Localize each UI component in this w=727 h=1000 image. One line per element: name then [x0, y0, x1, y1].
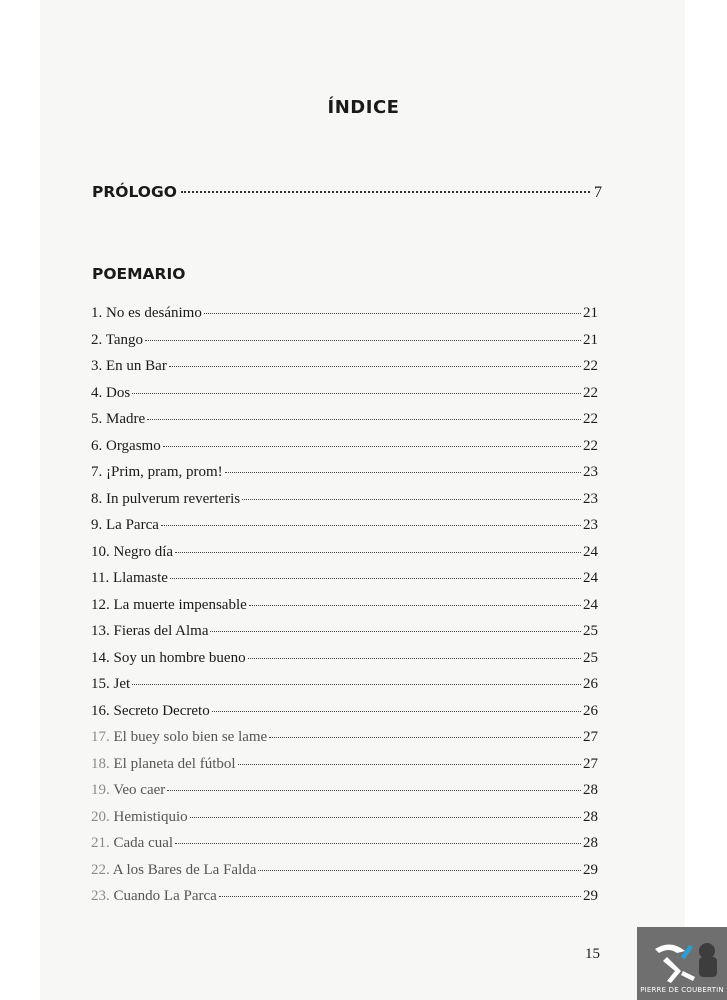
- toc-entry-number: 13.: [91, 623, 110, 639]
- toc-entry-label: [91, 544, 173, 561]
- toc-entry-number: 7.: [91, 464, 103, 480]
- dot-leader: [269, 737, 581, 738]
- toc-entry-page: 21: [583, 331, 598, 348]
- toc-entry-label: [91, 782, 165, 799]
- toc-entry-page: 28: [583, 808, 598, 825]
- toc-entry-title: Soy un hombre bueno: [113, 649, 246, 666]
- toc-entry[interactable]: [91, 809, 598, 836]
- toc-entry[interactable]: [91, 385, 598, 412]
- toc-entry-title: Hemistiquio: [113, 808, 188, 825]
- toc-entry-title: El buey solo bien se lame: [113, 729, 268, 745]
- toc-entry-label: [91, 491, 240, 508]
- logo-badge: [637, 927, 727, 1000]
- index-title: ÍNDICE: [327, 97, 400, 118]
- toc-entry-page: 23: [583, 464, 598, 480]
- toc-entry-page: 29: [583, 888, 598, 904]
- dot-leader: [242, 499, 581, 500]
- toc-entry-number: 6.: [91, 437, 103, 454]
- dot-leader: [167, 790, 581, 791]
- toc-entry-label: [91, 597, 247, 614]
- dot-leader: [132, 393, 581, 394]
- dot-leader: [163, 446, 581, 447]
- toc-entry-title: Madre: [106, 411, 146, 427]
- toc-entry[interactable]: [91, 835, 598, 862]
- toc-entry-label: [91, 464, 223, 481]
- toc-entry-title: No es desánimo: [106, 305, 202, 321]
- dot-leader: [258, 870, 581, 871]
- toc-entry[interactable]: [91, 756, 598, 783]
- toc-entry[interactable]: [91, 570, 598, 597]
- toc-entry[interactable]: [91, 464, 598, 491]
- toc-entry-number: 19.: [91, 782, 110, 798]
- toc-entry-title: In pulverum reverteris: [106, 490, 241, 507]
- toc-entry-title: Cuando La Parca: [113, 888, 217, 904]
- toc-entry-page: 26: [583, 676, 598, 692]
- toc-entry-page: 24: [583, 596, 598, 613]
- toc-entry[interactable]: [91, 438, 598, 465]
- toc-entry-title: Veo caer: [113, 782, 166, 798]
- toc-entry-number: 4.: [91, 384, 103, 401]
- toc-entry-number: 8.: [91, 490, 103, 507]
- toc-entry-number: 23.: [91, 888, 110, 904]
- toc-entry[interactable]: [91, 782, 598, 809]
- toc-entry-label: [91, 809, 188, 826]
- toc-entry-title: Llamaste: [112, 570, 168, 586]
- dot-leader: [249, 605, 581, 606]
- toc-entry-number: 5.: [91, 411, 103, 427]
- dot-leader: [175, 552, 581, 553]
- dot-leader: [210, 631, 581, 632]
- toc-entry[interactable]: [91, 676, 598, 703]
- toc-entry-label: [91, 623, 208, 640]
- toc-entry[interactable]: [91, 729, 598, 756]
- toc-entry[interactable]: [91, 862, 598, 889]
- toc-entry[interactable]: [91, 358, 598, 385]
- toc-entry-label: [91, 358, 167, 375]
- logo-text: PIERRE DE COUBERTIN: [640, 986, 724, 994]
- toc-entry-label: [91, 650, 246, 667]
- dot-leader: [225, 472, 581, 473]
- toc-entry-label: [91, 703, 210, 720]
- toc-entry-page: 27: [583, 755, 598, 772]
- toc-entry-title: Tango: [105, 331, 144, 348]
- toc-entry-page: 25: [583, 623, 598, 639]
- toc-entry-page: 27: [583, 729, 598, 745]
- section-title: POEMARIO: [92, 265, 186, 283]
- toc-entry[interactable]: [91, 517, 598, 544]
- toc-entry-label: [91, 570, 168, 587]
- dot-leader: [181, 191, 590, 193]
- toc-entry-label: [91, 888, 217, 905]
- toc-entry-number: 20.: [91, 808, 110, 825]
- toc-entry[interactable]: [91, 650, 598, 677]
- toc-entry-page: 29: [583, 861, 598, 878]
- prologo-entry[interactable]: [92, 183, 602, 202]
- toc-entry-title: A los Bares de La Falda: [112, 861, 257, 878]
- toc-entry-title: Orgasmo: [106, 437, 161, 454]
- dot-leader: [238, 764, 581, 765]
- toc-entry-label: [91, 305, 202, 322]
- toc-entry-number: 14.: [91, 649, 110, 666]
- toc-entry-title: El planeta del fútbol: [113, 755, 236, 772]
- toc-entry-title: Dos: [106, 384, 131, 401]
- dot-leader: [169, 366, 581, 367]
- toc-entry-number: 3.: [91, 358, 103, 374]
- toc-entry-title: Fieras del Alma: [113, 623, 209, 639]
- toc-entry-page: 22: [583, 411, 598, 427]
- prologo-label: PRÓLOGO: [92, 183, 177, 201]
- toc-entry-number: 17.: [91, 729, 110, 745]
- toc-entry-page: 26: [583, 702, 598, 719]
- toc-entry-label: [91, 756, 236, 773]
- toc-entry-title: Secreto Decreto: [113, 702, 210, 719]
- toc-entry-label: [91, 835, 173, 852]
- toc-entry-number: 12.: [91, 596, 110, 613]
- dot-leader: [190, 817, 581, 818]
- toc-entry-page: 21: [583, 305, 598, 321]
- toc-entry-page: 28: [583, 782, 598, 798]
- toc-entry[interactable]: [91, 411, 598, 438]
- toc-entry-number: 2.: [91, 331, 103, 348]
- dot-leader: [145, 340, 581, 341]
- dot-leader: [248, 658, 581, 659]
- dot-leader: [132, 684, 581, 685]
- toc-entry-label: [91, 729, 267, 746]
- toc-entry-page: 28: [583, 835, 598, 851]
- toc-entry[interactable]: [91, 703, 598, 730]
- toc-entry-page: 22: [583, 358, 598, 374]
- toc-entry-number: 21.: [91, 835, 110, 851]
- prologo-page: 7: [594, 184, 602, 201]
- toc-entry-number: 9.: [91, 517, 103, 533]
- toc-entry-label: [91, 411, 145, 428]
- toc-entry-title: Negro día: [113, 543, 174, 560]
- toc-entry-title: ¡Prim, pram, prom!: [106, 464, 223, 480]
- toc-entry-number: 22.: [91, 861, 110, 878]
- toc-entry-number: 10.: [91, 543, 110, 560]
- toc-entry-page: 22: [583, 384, 598, 401]
- toc-entry-number: 16.: [91, 702, 110, 719]
- dot-leader: [161, 525, 581, 526]
- toc-entry-number: 18.: [91, 755, 110, 772]
- toc-entry-number: 11.: [91, 570, 110, 586]
- toc-entry[interactable]: [91, 888, 598, 915]
- toc-entry-page: 24: [583, 543, 598, 560]
- toc-entry-title: La Parca: [106, 517, 159, 533]
- toc-entry-label: [91, 385, 130, 402]
- dot-leader: [204, 313, 581, 314]
- toc-entry-page: 23: [583, 517, 598, 533]
- toc-entry[interactable]: [91, 544, 598, 571]
- toc-entry[interactable]: [91, 332, 598, 359]
- dot-leader: [175, 843, 581, 844]
- toc-entry-title: Jet: [113, 676, 131, 692]
- toc-entry[interactable]: [91, 623, 598, 650]
- dot-leader: [212, 711, 581, 712]
- toc-entry-title: Cada cual: [113, 835, 174, 851]
- toc-entry-number: 15.: [91, 676, 110, 692]
- toc-entry[interactable]: [91, 597, 598, 624]
- toc-entry-page: 25: [583, 649, 598, 666]
- toc-entry-label: [91, 862, 256, 879]
- toc-entry[interactable]: [91, 305, 598, 332]
- toc-entry[interactable]: [91, 491, 598, 518]
- toc-list: [91, 305, 598, 915]
- toc-entry-title: La muerte impensable: [113, 596, 247, 613]
- toc-entry-page: 22: [583, 437, 598, 454]
- dot-leader: [147, 419, 581, 420]
- dot-leader: [219, 896, 581, 897]
- toc-entry-title: En un Bar: [106, 358, 167, 374]
- toc-entry-label: [91, 517, 159, 534]
- toc-entry-label: [91, 438, 161, 455]
- toc-entry-page: 23: [583, 490, 598, 507]
- toc-entry-page: 24: [583, 570, 598, 586]
- toc-entry-label: [91, 676, 130, 693]
- dot-leader: [170, 578, 581, 579]
- toc-entry-label: [91, 332, 143, 349]
- toc-entry-number: 1.: [91, 305, 103, 321]
- page-number: 15: [585, 946, 600, 962]
